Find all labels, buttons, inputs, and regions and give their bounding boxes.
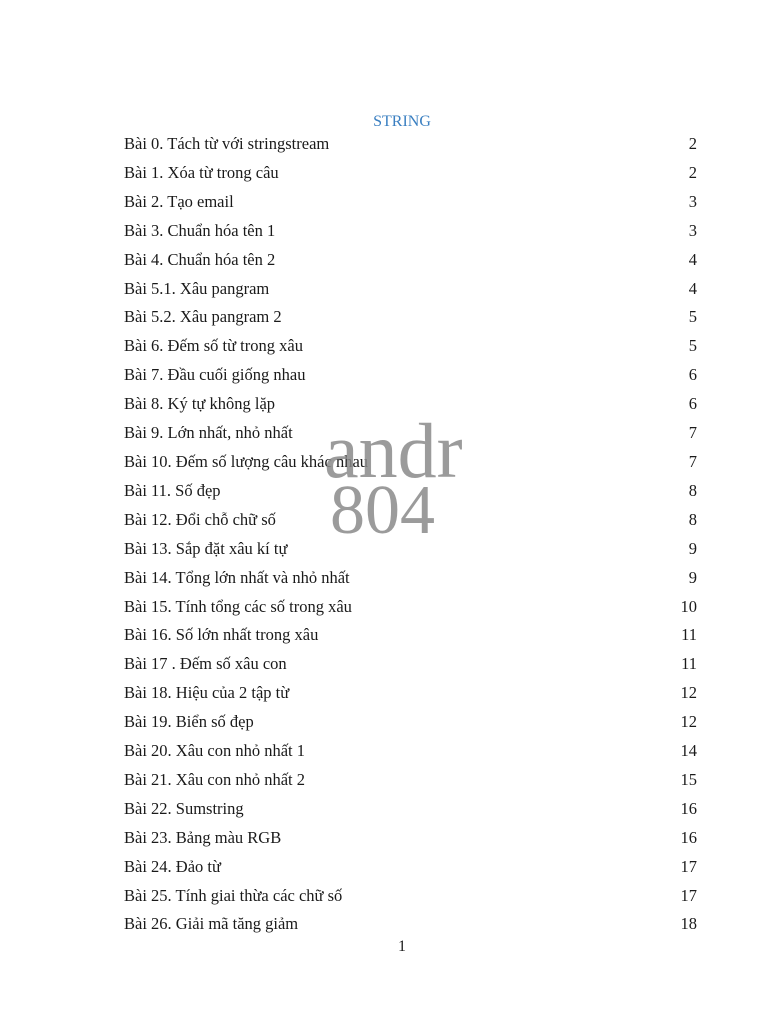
toc-entry[interactable] [124, 130, 697, 159]
toc-entry[interactable] [124, 217, 697, 246]
toc-title: STRING [373, 113, 431, 130]
toc-entry[interactable] [124, 882, 697, 911]
toc-entry-label[interactable]: Bài 21. Xâu con nhỏ nhất 2 [124, 769, 306, 789]
toc-entry[interactable] [124, 564, 697, 593]
toc-entry-page[interactable]: 5 [688, 307, 697, 327]
toc-entry-label[interactable]: Bài 14. Tổng lớn nhất và nhỏ nhất [124, 567, 350, 587]
toc-entry[interactable] [124, 766, 697, 795]
toc-entry-label[interactable]: Bài 20. Xâu con nhỏ nhất 1 [124, 741, 306, 761]
toc-entry-page[interactable]: 10 [680, 596, 697, 616]
toc-entry[interactable] [124, 795, 697, 824]
watermark-text-bottom: 804 [330, 472, 435, 545]
toc-entry-label[interactable]: Bài 8. Ký tự không lặp [124, 394, 276, 414]
toc-entry-page[interactable]: 17 [680, 856, 697, 876]
toc-entry[interactable] [124, 737, 697, 766]
toc-entry-page[interactable]: 8 [688, 509, 697, 529]
toc-entry-page[interactable]: 16 [680, 827, 697, 847]
toc-entry[interactable] [124, 448, 697, 477]
toc-entry-page[interactable]: 18 [680, 914, 697, 934]
toc-entry-page[interactable]: 6 [688, 365, 697, 385]
toc-entry[interactable] [124, 390, 697, 419]
toc-entry-page[interactable]: 5 [688, 336, 697, 356]
toc-entry-page[interactable]: 7 [688, 451, 697, 471]
toc-entry-label[interactable]: Bài 24. Đảo từ [124, 856, 221, 876]
toc-entry-page[interactable]: 16 [680, 798, 697, 818]
watermark-text-top: andr [324, 415, 463, 494]
toc-entry-page[interactable]: 9 [688, 567, 697, 587]
toc-entry[interactable] [124, 188, 697, 217]
toc-entry-label[interactable]: Bài 25. Tính giai thừa các chữ số [124, 885, 343, 905]
toc-entry-page[interactable]: 17 [680, 885, 697, 905]
toc-entry-page[interactable]: 11 [681, 625, 697, 645]
toc-entry-page[interactable]: 2 [688, 134, 697, 153]
toc-entry-page[interactable]: 4 [688, 278, 697, 298]
toc-entry[interactable] [124, 275, 697, 304]
toc-entry-label[interactable]: Bài 1. Xóa từ trong câu [124, 162, 279, 182]
toc-entry[interactable] [124, 303, 697, 332]
toc-entry-label[interactable]: Bài 23. Bảng màu RGB [124, 827, 282, 847]
toc-entry[interactable] [124, 650, 697, 679]
toc-entry[interactable] [124, 593, 697, 622]
toc-entry-label[interactable]: Bài 9. Lớn nhất, nhỏ nhất [124, 423, 293, 443]
toc-entry-label[interactable]: Bài 5.2. Xâu pangram 2 [124, 307, 282, 327]
toc-entry-label[interactable]: Bài 19. Biển số đẹp [124, 712, 254, 732]
toc-entry[interactable] [124, 679, 697, 708]
toc-entry-label[interactable]: Bài 15. Tính tổng các số trong xâu [124, 596, 352, 616]
toc-entry[interactable] [124, 535, 697, 564]
toc-entry-page[interactable]: 3 [688, 220, 697, 240]
toc-entry[interactable] [124, 708, 697, 737]
toc-entry-label[interactable]: Bài 22. Sumstring [124, 798, 244, 818]
toc-entry-label[interactable]: Bài 0. Tách từ với stringstream [124, 134, 330, 153]
toc-entry-label[interactable]: Bài 12. Đổi chỗ chữ số [124, 509, 276, 529]
toc-entry-label[interactable]: Bài 16. Số lớn nhất trong xâu [124, 625, 319, 645]
toc-entry[interactable] [124, 419, 697, 448]
toc-entry-label[interactable]: Bài 10. Đếm số lượng câu khác nhau [124, 451, 369, 471]
toc-entry-page[interactable]: 11 [681, 654, 697, 674]
toc-entry[interactable] [124, 621, 697, 650]
toc-entry-page[interactable]: 6 [688, 394, 697, 414]
toc-entry-page[interactable]: 15 [680, 769, 697, 789]
toc-entry-page[interactable]: 12 [680, 712, 697, 732]
toc-entry-label[interactable]: Bài 5.1. Xâu pangram [124, 278, 270, 298]
toc-entry-label[interactable]: Bài 11. Số đẹp [124, 480, 221, 500]
toc-entry[interactable] [124, 159, 697, 188]
page-number: 1 [398, 938, 406, 955]
toc-entry-page[interactable]: 8 [688, 480, 697, 500]
toc-entry-label[interactable]: Bài 26. Giải mã tăng giảm [124, 914, 299, 934]
toc-entry-label[interactable]: Bài 4. Chuẩn hóa tên 2 [124, 249, 276, 269]
toc-entry-page[interactable]: 7 [688, 423, 697, 443]
toc-entry[interactable] [124, 853, 697, 882]
toc-list [124, 130, 697, 939]
toc-entry-label[interactable]: Bài 18. Hiệu của 2 tập từ [124, 683, 290, 703]
toc-entry-label[interactable]: Bài 2. Tạo email [124, 191, 234, 211]
toc-entry-label[interactable]: Bài 7. Đầu cuối giống nhau [124, 365, 306, 385]
toc-entry-label[interactable]: Bài 17 . Đếm số xâu con [124, 654, 287, 674]
toc-entry[interactable] [124, 332, 697, 361]
toc-entry-page[interactable]: 9 [688, 538, 697, 558]
toc-entry[interactable] [124, 910, 697, 939]
toc-entry-label[interactable]: Bài 13. Sắp đặt xâu kí tự [124, 538, 288, 558]
toc-entry[interactable] [124, 246, 697, 275]
toc-entry[interactable] [124, 477, 697, 506]
toc-entry-label[interactable]: Bài 6. Đếm số từ trong xâu [124, 336, 303, 356]
toc-entry-page[interactable]: 4 [688, 249, 697, 269]
toc-entry[interactable] [124, 824, 697, 853]
toc-entry[interactable] [124, 506, 697, 535]
toc-entry-page[interactable]: 14 [680, 741, 697, 761]
toc-entry-page[interactable]: 2 [688, 162, 697, 182]
toc-entry-page[interactable]: 12 [680, 683, 697, 703]
toc-entry-page[interactable]: 3 [688, 191, 697, 211]
toc-entry[interactable] [124, 361, 697, 390]
toc-entry-label[interactable]: Bài 3. Chuẩn hóa tên 1 [124, 220, 276, 240]
